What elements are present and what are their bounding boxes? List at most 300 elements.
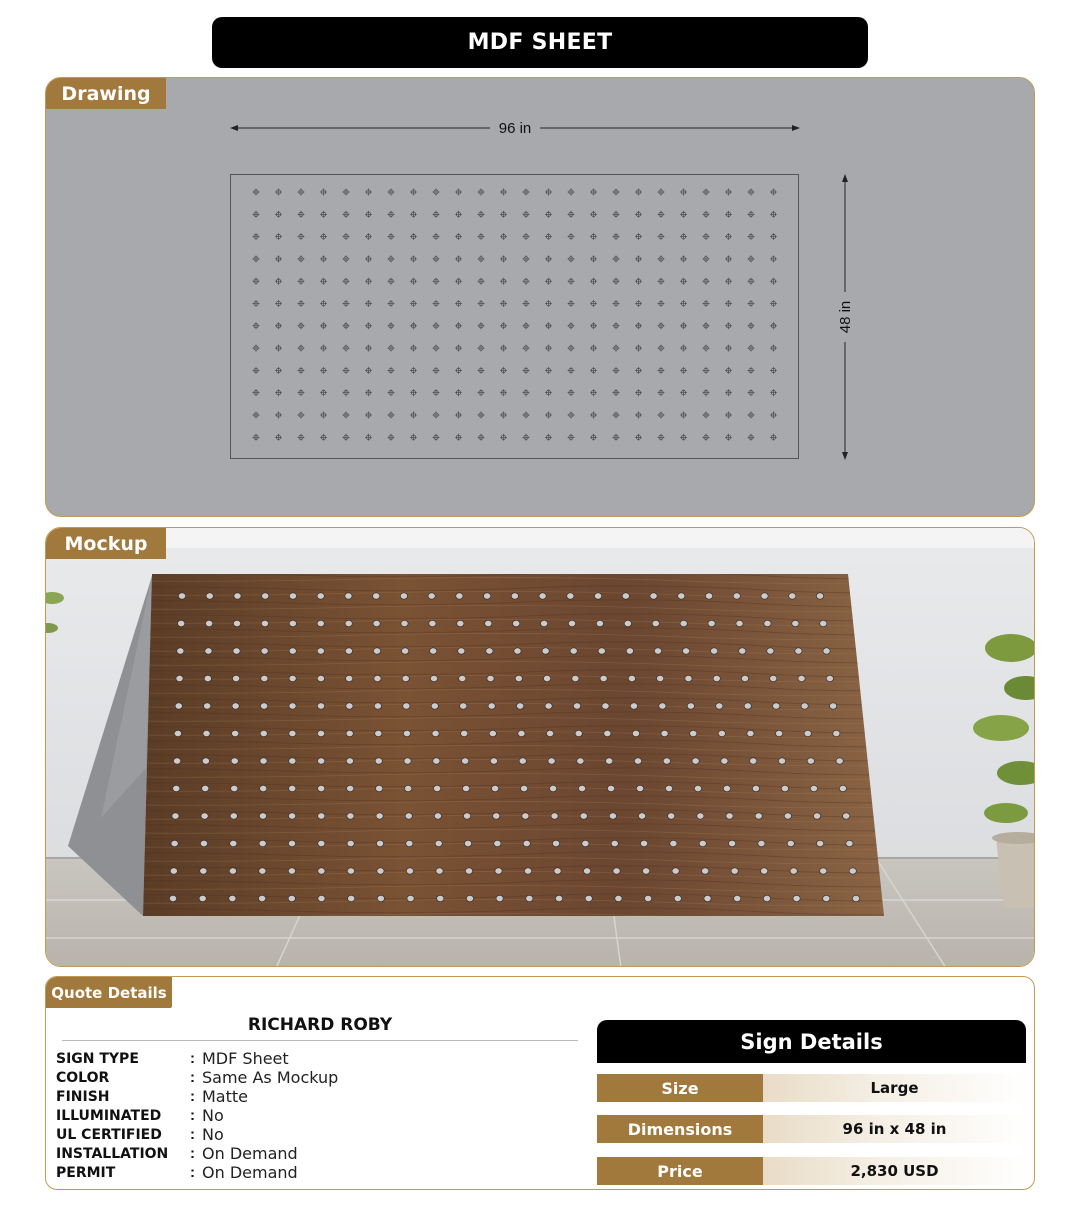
mockup-hole bbox=[318, 895, 325, 901]
hole-mark bbox=[748, 412, 755, 419]
mockup-hole bbox=[692, 758, 699, 764]
spec-row-color bbox=[56, 1068, 576, 1087]
mockup-hole bbox=[172, 813, 179, 819]
hole-mark bbox=[635, 322, 642, 329]
mockup-hole bbox=[682, 648, 689, 654]
hole-mark bbox=[455, 434, 462, 441]
mockup-hole bbox=[843, 813, 850, 819]
hole-mark bbox=[410, 278, 417, 285]
mockup-hole bbox=[784, 813, 791, 819]
mockup-hole bbox=[546, 730, 553, 736]
mockup-hole bbox=[204, 703, 211, 709]
hole-mark bbox=[298, 367, 305, 374]
hole-mark bbox=[320, 412, 327, 419]
mockup-hole bbox=[567, 593, 574, 599]
mockup-hole bbox=[173, 758, 180, 764]
hole-mark bbox=[455, 278, 462, 285]
hole-mark bbox=[725, 434, 732, 441]
mockup-hole bbox=[752, 785, 759, 791]
hole-mark bbox=[365, 367, 372, 374]
hole-mark bbox=[703, 412, 710, 419]
mockup-hole bbox=[583, 868, 590, 874]
mockup-hole bbox=[650, 593, 657, 599]
mockup-hole bbox=[373, 620, 380, 626]
mockup-hole bbox=[613, 868, 620, 874]
hole-mark bbox=[320, 345, 327, 352]
mockup-hole bbox=[514, 648, 521, 654]
height-dimension-label: 48 in bbox=[837, 300, 854, 334]
mockup-hole bbox=[490, 758, 497, 764]
mockup-hole bbox=[261, 620, 268, 626]
mockup-hole bbox=[174, 730, 181, 736]
mockup-hole bbox=[259, 868, 266, 874]
hole-mark bbox=[365, 322, 372, 329]
mockup-hole bbox=[687, 703, 694, 709]
hole-mark bbox=[680, 189, 687, 196]
hole-mark bbox=[455, 233, 462, 240]
mockup-hole bbox=[456, 593, 463, 599]
sign-key: Size bbox=[597, 1074, 763, 1102]
hole-mark bbox=[725, 412, 732, 419]
hole-mark bbox=[748, 367, 755, 374]
mockup-hole bbox=[539, 593, 546, 599]
mockup-hole bbox=[169, 895, 176, 901]
hole-mark bbox=[343, 412, 350, 419]
hole-mark bbox=[590, 322, 597, 329]
mockup-hole bbox=[345, 593, 352, 599]
mockup-hole bbox=[573, 703, 580, 709]
hole-mark bbox=[298, 322, 305, 329]
mockup-hole bbox=[317, 620, 324, 626]
hole-mark bbox=[478, 367, 485, 374]
mockup-hole bbox=[817, 840, 824, 846]
hole-mark bbox=[500, 278, 507, 285]
hole-mark bbox=[298, 255, 305, 262]
hole-mark bbox=[253, 255, 260, 262]
mockup-hole bbox=[289, 593, 296, 599]
hole-mark bbox=[545, 211, 552, 218]
mockup-hole bbox=[261, 675, 268, 681]
hole-mark bbox=[680, 278, 687, 285]
mockup-hole bbox=[233, 620, 240, 626]
mockup-hole bbox=[405, 785, 412, 791]
mockup-hole bbox=[171, 840, 178, 846]
mockup-hole bbox=[403, 703, 410, 709]
hole-mark bbox=[523, 345, 530, 352]
mockup-hole bbox=[231, 758, 238, 764]
hole-mark bbox=[410, 412, 417, 419]
mockup-hole bbox=[716, 703, 723, 709]
hole-mark bbox=[568, 211, 575, 218]
mockup-hole bbox=[781, 785, 788, 791]
mockup-hole bbox=[486, 648, 493, 654]
hole-mark bbox=[478, 412, 485, 419]
mockup-hole bbox=[173, 785, 180, 791]
mockup-hole bbox=[836, 758, 843, 764]
hole-mark bbox=[410, 189, 417, 196]
hole-mark bbox=[523, 300, 530, 307]
mockup-hole bbox=[526, 895, 533, 901]
mockup-hole bbox=[289, 730, 296, 736]
hole-mark bbox=[365, 345, 372, 352]
mockup-hole bbox=[436, 868, 443, 874]
hole-mark bbox=[613, 345, 620, 352]
mockup-hole bbox=[513, 620, 520, 626]
mockup-hole bbox=[704, 895, 711, 901]
mockup-hole bbox=[289, 620, 296, 626]
hole-mark bbox=[320, 211, 327, 218]
hole-mark bbox=[635, 278, 642, 285]
hole-mark bbox=[725, 367, 732, 374]
hole-mark bbox=[770, 367, 777, 374]
mockup-hole bbox=[728, 840, 735, 846]
mockup-hole bbox=[685, 675, 692, 681]
hole-mark bbox=[433, 322, 440, 329]
hole-mark bbox=[613, 434, 620, 441]
mockup-hole bbox=[401, 620, 408, 626]
mockup-hole bbox=[690, 730, 697, 736]
mockup-hole bbox=[203, 730, 210, 736]
hole-mark bbox=[365, 255, 372, 262]
hole-mark bbox=[500, 300, 507, 307]
hole-mark bbox=[590, 255, 597, 262]
spec-colon: : bbox=[190, 1145, 195, 1162]
sign-key: Dimensions bbox=[597, 1115, 763, 1143]
mockup-hole bbox=[763, 895, 770, 901]
customer-name-divider bbox=[62, 1040, 578, 1041]
mockup-hole bbox=[702, 868, 709, 874]
hole-mark bbox=[658, 233, 665, 240]
spec-row-illuminated bbox=[56, 1106, 576, 1125]
hole-mark bbox=[455, 412, 462, 419]
hole-mark bbox=[748, 189, 755, 196]
mockup-hole bbox=[262, 593, 269, 599]
spec-row-permit bbox=[56, 1163, 576, 1182]
hole-mark bbox=[703, 322, 710, 329]
hole-mark bbox=[635, 412, 642, 419]
hole-mark bbox=[748, 322, 755, 329]
hole-mark bbox=[545, 389, 552, 396]
hole-mark bbox=[523, 233, 530, 240]
mockup-hole bbox=[697, 813, 704, 819]
hole-mark bbox=[433, 345, 440, 352]
width-dimension-label: 96 in bbox=[498, 120, 532, 137]
hole-mark bbox=[613, 367, 620, 374]
hole-mark bbox=[613, 233, 620, 240]
hole-mark bbox=[388, 189, 395, 196]
hole-mark bbox=[568, 322, 575, 329]
mockup-hole bbox=[318, 813, 325, 819]
mockup-hole bbox=[810, 785, 817, 791]
quote-details-panel bbox=[45, 976, 1035, 1190]
mockup-hole bbox=[551, 813, 558, 819]
hole-mark bbox=[523, 434, 530, 441]
hole-mark bbox=[343, 367, 350, 374]
mockup-hole bbox=[852, 895, 859, 901]
hole-mark bbox=[748, 345, 755, 352]
hole-mark bbox=[275, 389, 282, 396]
hole-mark bbox=[725, 322, 732, 329]
mockup-hole bbox=[317, 703, 324, 709]
hole-mark bbox=[343, 389, 350, 396]
hole-mark bbox=[748, 434, 755, 441]
page-title: MDF SHEET bbox=[212, 17, 868, 68]
mockup-hole bbox=[515, 675, 522, 681]
mockup-hole bbox=[767, 648, 774, 654]
mockup-hole bbox=[570, 648, 577, 654]
mockup-hole bbox=[545, 703, 552, 709]
hole-mark bbox=[433, 189, 440, 196]
mockup-hole bbox=[289, 675, 296, 681]
hole-mark bbox=[275, 300, 282, 307]
hole-mark bbox=[275, 322, 282, 329]
mockup-hole bbox=[793, 895, 800, 901]
mockup-hole bbox=[638, 813, 645, 819]
hole-mark bbox=[410, 322, 417, 329]
hole-mark bbox=[613, 211, 620, 218]
mockup-hole bbox=[820, 620, 827, 626]
hole-mark bbox=[635, 189, 642, 196]
spec-colon: : bbox=[190, 1126, 195, 1143]
spec-colon: : bbox=[190, 1069, 195, 1086]
hole-mark bbox=[365, 233, 372, 240]
mockup-hole bbox=[260, 785, 267, 791]
mockup-hole bbox=[807, 758, 814, 764]
mockup-hole bbox=[346, 703, 353, 709]
hole-mark bbox=[500, 233, 507, 240]
mockup-hole bbox=[347, 785, 354, 791]
mockup-hole bbox=[555, 895, 562, 901]
mockup-hole bbox=[615, 895, 622, 901]
hole-mark bbox=[455, 300, 462, 307]
hole-mark bbox=[253, 345, 260, 352]
hole-mark bbox=[703, 300, 710, 307]
mockup-hole bbox=[731, 868, 738, 874]
hole-mark bbox=[500, 255, 507, 262]
mockup-hole bbox=[661, 730, 668, 736]
hole-mark bbox=[748, 389, 755, 396]
spec-colon: : bbox=[190, 1107, 195, 1124]
hole-mark bbox=[770, 434, 777, 441]
hole-mark bbox=[770, 300, 777, 307]
hole-mark bbox=[523, 322, 530, 329]
hole-mark bbox=[298, 300, 305, 307]
mockup-hole bbox=[347, 840, 354, 846]
hole-mark bbox=[725, 300, 732, 307]
mockup-hole bbox=[764, 620, 771, 626]
hole-mark bbox=[613, 255, 620, 262]
mockup-hole bbox=[375, 758, 382, 764]
hole-mark bbox=[388, 367, 395, 374]
mockup-hole bbox=[288, 840, 295, 846]
mockup-hole bbox=[232, 675, 239, 681]
mockup-hole bbox=[726, 813, 733, 819]
hole-mark bbox=[590, 233, 597, 240]
mockup-hole bbox=[572, 675, 579, 681]
hole-mark bbox=[365, 211, 372, 218]
mockup-hole bbox=[552, 840, 559, 846]
mockup-hole bbox=[548, 758, 555, 764]
hole-mark bbox=[590, 367, 597, 374]
hole-mark bbox=[770, 211, 777, 218]
mockup-hole bbox=[577, 758, 584, 764]
hole-mark bbox=[253, 389, 260, 396]
hole-mark bbox=[635, 211, 642, 218]
spec-value: No bbox=[202, 1106, 224, 1125]
mockup-hole bbox=[258, 895, 265, 901]
hole-mark bbox=[635, 367, 642, 374]
mockup-hole bbox=[376, 840, 383, 846]
hole-mark bbox=[343, 233, 350, 240]
mockup-hole bbox=[733, 593, 740, 599]
hole-mark bbox=[298, 233, 305, 240]
mockup-hole bbox=[622, 593, 629, 599]
mockup-hole bbox=[407, 895, 414, 901]
mockup-hole bbox=[430, 675, 437, 681]
hole-mark bbox=[748, 300, 755, 307]
hole-mark bbox=[253, 322, 260, 329]
mockup-hole bbox=[233, 648, 240, 654]
hole-mark bbox=[320, 233, 327, 240]
hole-mark bbox=[658, 278, 665, 285]
hole-mark bbox=[770, 189, 777, 196]
hole-mark bbox=[253, 300, 260, 307]
mockup-hole bbox=[668, 813, 675, 819]
mockup-hole bbox=[741, 675, 748, 681]
mockup-hole bbox=[289, 785, 296, 791]
hole-mark bbox=[658, 367, 665, 374]
mockup-hole bbox=[790, 868, 797, 874]
hole-mark bbox=[770, 345, 777, 352]
hole-mark bbox=[500, 389, 507, 396]
mockup-hole bbox=[600, 675, 607, 681]
mockup-hole bbox=[789, 593, 796, 599]
mockup-hole bbox=[229, 895, 236, 901]
hole-mark bbox=[523, 389, 530, 396]
mockup-hole bbox=[734, 895, 741, 901]
hole-mark bbox=[568, 389, 575, 396]
hole-mark bbox=[298, 211, 305, 218]
mockup-hole bbox=[517, 703, 524, 709]
mockup-hole bbox=[804, 730, 811, 736]
hole-mark bbox=[275, 278, 282, 285]
mockup-hole bbox=[820, 868, 827, 874]
hole-mark bbox=[500, 189, 507, 196]
hole-mark bbox=[253, 189, 260, 196]
mockup-image bbox=[46, 528, 1035, 967]
hole-mark bbox=[478, 211, 485, 218]
hole-mark bbox=[545, 367, 552, 374]
hole-mark bbox=[455, 345, 462, 352]
hole-mark bbox=[613, 389, 620, 396]
mockup-hole bbox=[542, 648, 549, 654]
quote-details-tag: Quote Details bbox=[46, 977, 172, 1008]
mockup-hole bbox=[430, 648, 437, 654]
mockup-hole bbox=[231, 785, 238, 791]
mockup-hole bbox=[377, 868, 384, 874]
mockup-hole bbox=[318, 840, 325, 846]
hole-mark bbox=[545, 255, 552, 262]
spec-list bbox=[56, 1049, 576, 1182]
hole-mark bbox=[275, 367, 282, 374]
mockup-hole bbox=[744, 703, 751, 709]
hole-mark bbox=[298, 189, 305, 196]
hole-mark bbox=[613, 322, 620, 329]
mockup-hole bbox=[491, 785, 498, 791]
mockup-hole bbox=[628, 675, 635, 681]
hole-mark bbox=[478, 255, 485, 262]
hole-mark bbox=[478, 189, 485, 196]
mockup-hole bbox=[594, 593, 601, 599]
sign-row-dimensions bbox=[597, 1115, 1026, 1143]
mockup-hole bbox=[377, 895, 384, 901]
mockup-hole bbox=[554, 868, 561, 874]
hole-mark bbox=[680, 322, 687, 329]
hole-mark bbox=[320, 389, 327, 396]
mockup-hole bbox=[345, 648, 352, 654]
spec-row-installation bbox=[56, 1144, 576, 1163]
hole-mark bbox=[500, 322, 507, 329]
hole-mark bbox=[298, 434, 305, 441]
hole-mark bbox=[320, 367, 327, 374]
sign-value: 96 in x 48 in bbox=[763, 1115, 1026, 1143]
hole-mark bbox=[635, 434, 642, 441]
mockup-hole bbox=[609, 813, 616, 819]
hole-mark bbox=[680, 389, 687, 396]
hole-mark bbox=[545, 322, 552, 329]
mockup-hole bbox=[317, 593, 324, 599]
mockup-hole bbox=[259, 840, 266, 846]
hole-mark bbox=[725, 278, 732, 285]
hole-mark bbox=[478, 434, 485, 441]
hole-mark bbox=[680, 300, 687, 307]
hole-mark bbox=[613, 278, 620, 285]
hole-mark bbox=[343, 300, 350, 307]
hole-mark bbox=[748, 278, 755, 285]
mockup-hole bbox=[518, 730, 525, 736]
hole-mark bbox=[680, 255, 687, 262]
hole-mark bbox=[253, 278, 260, 285]
mockup-hole bbox=[798, 675, 805, 681]
mockup-hole bbox=[463, 785, 470, 791]
mockup-hole bbox=[636, 785, 643, 791]
hole-mark bbox=[568, 412, 575, 419]
mockup-hole bbox=[458, 648, 465, 654]
mockup-hole bbox=[652, 620, 659, 626]
mockup-hole bbox=[487, 675, 494, 681]
mockup-hole bbox=[823, 648, 830, 654]
mockup-hole bbox=[317, 648, 324, 654]
hole-mark bbox=[410, 211, 417, 218]
mockup-hole bbox=[723, 785, 730, 791]
hole-mark bbox=[680, 412, 687, 419]
hole-mark bbox=[410, 300, 417, 307]
hole-mark bbox=[500, 412, 507, 419]
mockup-hole bbox=[461, 730, 468, 736]
hole-mark bbox=[275, 434, 282, 441]
hole-mark bbox=[320, 189, 327, 196]
hole-mark bbox=[770, 412, 777, 419]
mockup-hole bbox=[170, 868, 177, 874]
hole-mark bbox=[275, 211, 282, 218]
hole-mark bbox=[343, 322, 350, 329]
spec-label: COLOR bbox=[56, 1069, 110, 1086]
hole-mark bbox=[388, 233, 395, 240]
hole-mark bbox=[433, 367, 440, 374]
hole-mark bbox=[275, 189, 282, 196]
hole-mark bbox=[320, 434, 327, 441]
mockup-hole bbox=[792, 620, 799, 626]
